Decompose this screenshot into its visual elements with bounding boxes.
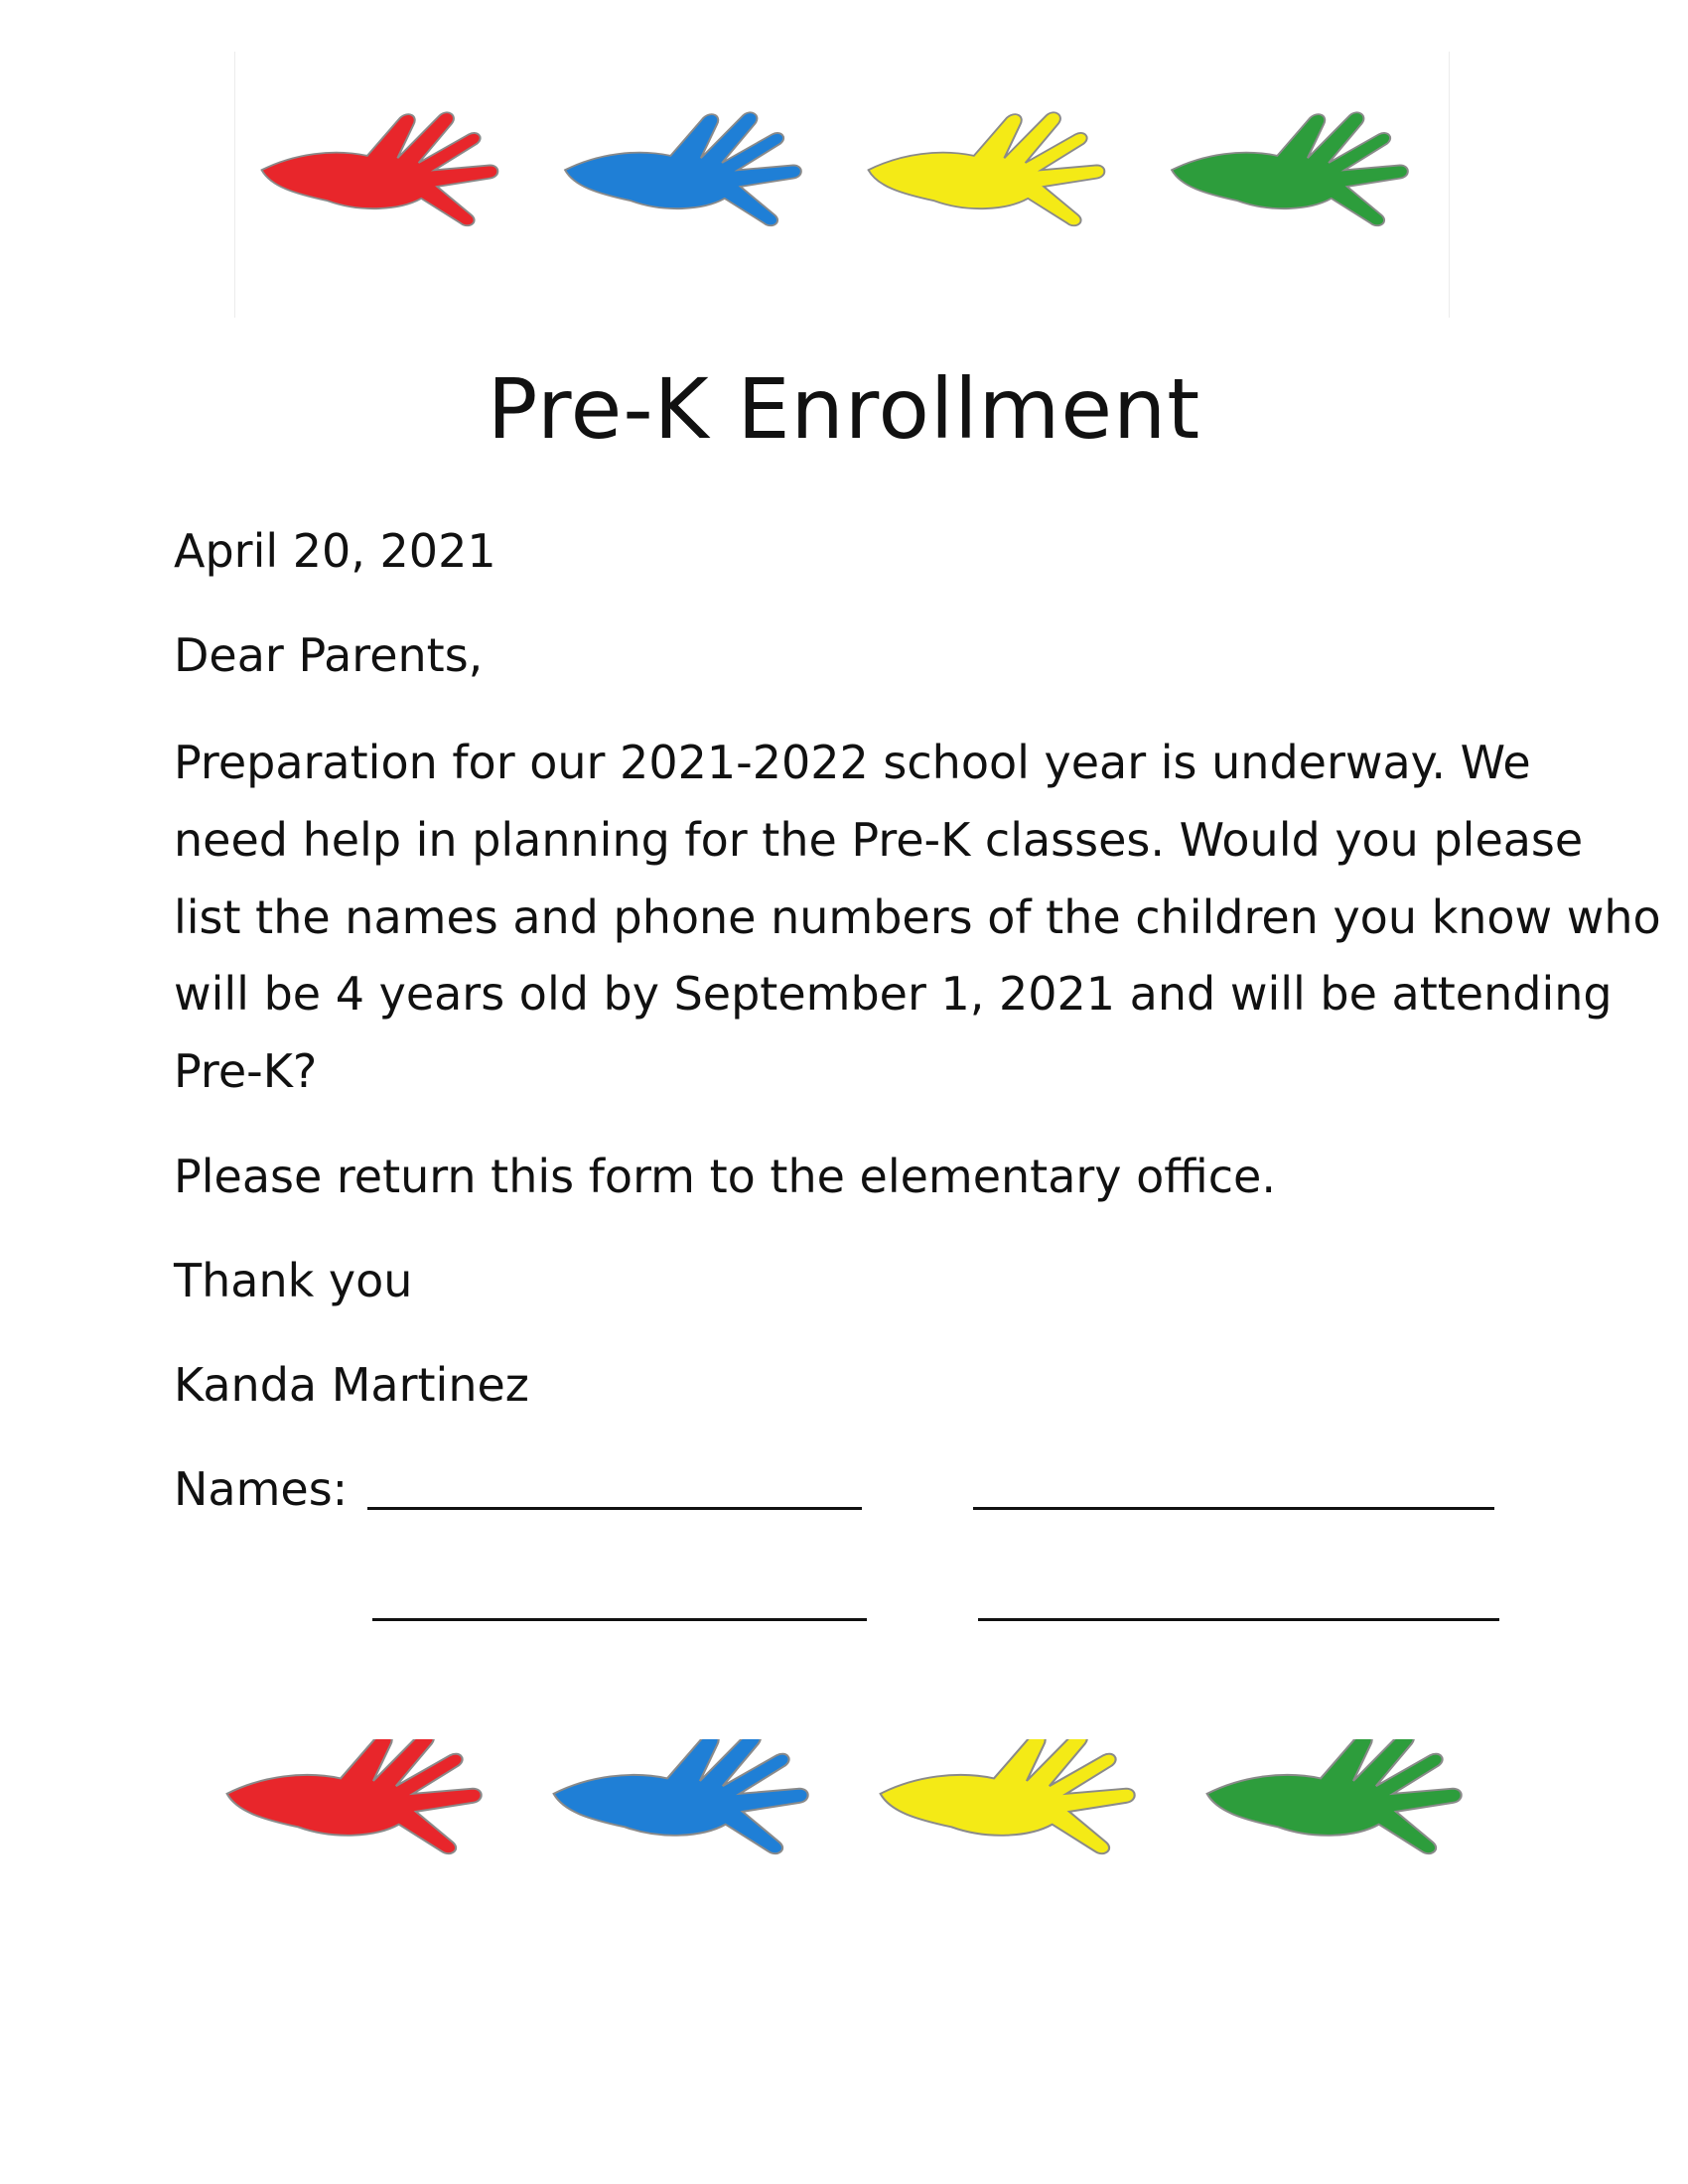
closing: Thank you xyxy=(174,1254,413,1307)
return-instruction: Please return this form to the elementary office. xyxy=(174,1150,1276,1203)
handprints-icon xyxy=(235,52,1449,318)
name-blank-line[interactable] xyxy=(978,1618,1499,1621)
body-line: Pre-K? xyxy=(174,1044,318,1098)
handprint-icon xyxy=(227,1739,482,1853)
handprint-banner-top xyxy=(234,52,1450,318)
handprint-icon xyxy=(869,112,1105,225)
handprints-icon xyxy=(199,1739,1505,1868)
name-blank-line[interactable] xyxy=(372,1618,867,1621)
signer-name: Kanda Martinez xyxy=(174,1358,529,1412)
handprint-icon xyxy=(1207,1739,1462,1853)
name-blank-line[interactable] xyxy=(973,1507,1494,1510)
page-title: Pre-K Enrollment xyxy=(487,360,1201,458)
handprint-icon xyxy=(262,112,498,225)
letter-date: April 20, 2021 xyxy=(174,524,496,578)
body-line: need help in planning for the Pre-K classes. Would you please xyxy=(174,813,1584,867)
handprint-icon xyxy=(881,1739,1135,1853)
greeting: Dear Parents, xyxy=(174,628,484,682)
handprint-icon xyxy=(1172,112,1408,225)
body-line: list the names and phone numbers of the children you know who xyxy=(174,890,1661,944)
handprint-banner-bottom xyxy=(199,1739,1505,1868)
handprint-icon xyxy=(565,112,801,225)
names-label: Names: xyxy=(174,1462,349,1516)
body-line: Preparation for our 2021-2022 school year is underway. We xyxy=(174,736,1531,789)
handprint-icon xyxy=(554,1739,808,1853)
body-line: will be 4 years old by September 1, 2021 and will be attending xyxy=(174,967,1613,1021)
name-blank-line[interactable] xyxy=(367,1507,862,1510)
